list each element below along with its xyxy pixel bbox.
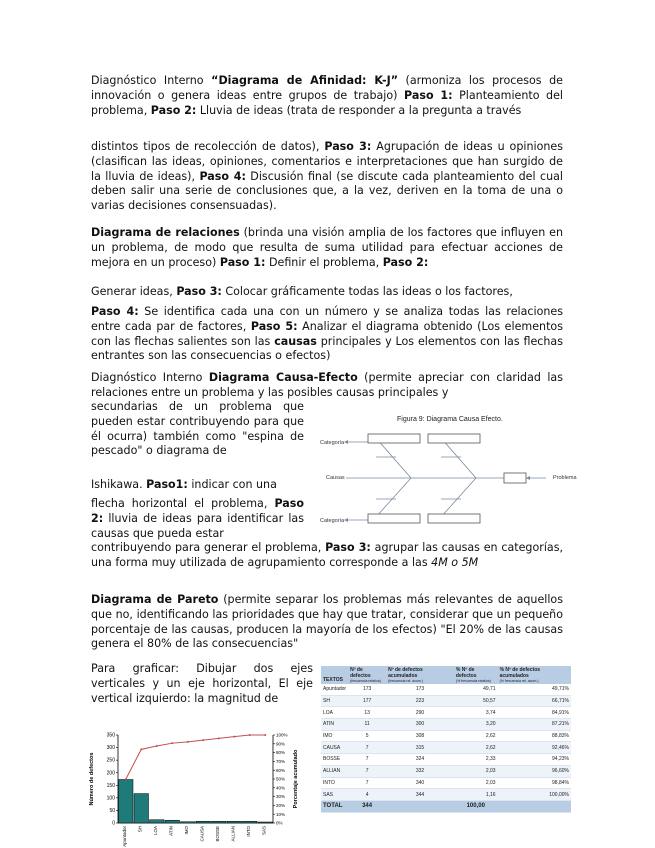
bone-top-2 <box>441 438 476 478</box>
y2-tick-label: 90% <box>276 741 286 747</box>
y2-tick-label: 0% <box>276 820 283 826</box>
table-cell: 2,03 <box>454 765 498 777</box>
x-tick-label: ALLIAN <box>230 826 236 842</box>
table-row <box>321 684 571 695</box>
table-row <box>321 719 571 731</box>
x-tick-label: ATIN <box>168 826 174 836</box>
cause-box-bottom-1 <box>368 514 420 523</box>
table-cell: 308 <box>386 730 454 742</box>
cumulative-point <box>140 748 142 750</box>
cumulative-point <box>187 741 189 743</box>
relaciones-paragraph-3: Paso 4: Se identifica cada una con un número y se analiza todas las relaciones entre cada par de factores, Paso 5: Analizar el diagrama obtenido (Los elementos con las flechas salientes son las causas principales y Los elementos con las flechas entrantes son las consecuencias o efectos) <box>91 305 564 363</box>
table-cell: 66,71% <box>498 695 571 707</box>
y2-tick-label: 60% <box>276 767 286 773</box>
table-row <box>321 777 571 789</box>
table-cell: 96,60% <box>498 765 571 777</box>
bar-bosse <box>212 821 227 823</box>
problema-label: Problema <box>553 475 577 481</box>
arrow-head-problem-icon <box>526 476 530 480</box>
cumulative-point <box>249 734 251 736</box>
table-header-row <box>321 666 571 684</box>
x-tick-label: INTO <box>245 826 251 837</box>
table-cell: 7 <box>348 765 386 777</box>
y-tick-label: 50 <box>109 808 115 815</box>
col-header: % Nº de defectos acumulados (% frecuencia rel. acum.) <box>498 666 571 684</box>
problem-box <box>504 473 526 483</box>
y2-tick-label: 10% <box>276 811 286 817</box>
cumulative-point <box>218 737 220 739</box>
table-cell: 1,16 <box>454 789 498 801</box>
cumulative-point <box>233 736 235 738</box>
col-header: Nº de defectos acumulados (frecuencia rel. acum.) <box>386 666 454 684</box>
table-cell: 223 <box>386 695 454 707</box>
col-header: Nº de defectos (frecuencia relativa) <box>348 666 386 684</box>
table-cell: 2,03 <box>454 777 498 789</box>
total-empty <box>386 800 454 812</box>
fishbone-diagram <box>316 425 566 530</box>
x-tick-label: IMO <box>183 826 189 835</box>
arrow-head-bottom-icon <box>344 518 348 522</box>
total-pct: 100,00 <box>454 800 498 812</box>
table-cell: 3,20 <box>454 719 498 731</box>
table-cell: ALLIAN <box>321 765 348 777</box>
table-cell: 2,62 <box>454 730 498 742</box>
y-tick-label: 250 <box>106 757 115 764</box>
table-cell: 290 <box>386 707 454 719</box>
cause-box-bottom-2 <box>428 514 480 523</box>
total-empty <box>498 800 571 812</box>
x-tick-label: SH <box>137 826 143 833</box>
cumulative-point <box>202 739 204 741</box>
table-cell: 92,46% <box>498 742 571 754</box>
cumulative-point <box>171 742 173 744</box>
y2-tick-label: 50% <box>276 776 286 782</box>
table-cell: 7 <box>348 742 386 754</box>
category-label-top: Categoría <box>320 440 345 446</box>
cumulative-point <box>264 734 266 736</box>
y-tick-label: 350 <box>106 732 115 739</box>
causa-paragraph-4: flecha horizontal el problema, Paso 2: lluvia de ideas para identificar las causas que pueda estar <box>91 497 304 540</box>
bar-allian <box>227 821 242 823</box>
relaciones-paragraph-1: Diagrama de relaciones (brinda una visión amplia de los factores que influyen en un problema, de modo que resulta de suma utilidad para efectuar acciones de mejora en un proceso) Paso 1: Definir el problema, Paso 2: <box>91 226 563 269</box>
table-cell: 3,74 <box>454 707 498 719</box>
table-cell: BOSSE <box>321 754 348 766</box>
table-cell: 173 <box>386 684 454 695</box>
table-cell: CAUSA <box>321 742 348 754</box>
y2-tick-label: 70% <box>276 759 286 764</box>
afinidad-paragraph-1: Diagnóstico Interno “Diagrama de Afinidad: K-J” (armoniza los procesos de innovación o genera ideas entre grupos de trabajo) Paso 1: Planteamiento del problema, Paso 2: Lluvia de ideas (trata de responder a la pregunta a través <box>91 74 564 117</box>
col-header: % Nº de defectos (% frecuencia relativa) <box>454 666 498 684</box>
y2-tick-label: 80% <box>276 750 286 756</box>
table-cell: 4 <box>348 789 386 801</box>
table-cell: 13 <box>348 707 386 719</box>
y2-axis-title: Porcentaje acumulado <box>293 749 299 809</box>
table-cell: 84,91% <box>498 707 571 719</box>
table-row <box>321 730 571 742</box>
table-cell: 11 <box>348 719 386 731</box>
table-cell: 7 <box>348 777 386 789</box>
cause-box-top-1 <box>368 434 420 443</box>
bar-atin <box>165 820 180 823</box>
x-tick-label: LOA <box>152 826 158 836</box>
table-row <box>321 695 571 707</box>
total-count: 344 <box>348 800 386 812</box>
causa-paragraph-1: Diagnóstico Interno Diagrama Causa-Efecto (permite apreciar con claridad las relaciones entre un problema y las posibles causas principales y <box>91 371 563 399</box>
table-cell: 2,62 <box>454 742 498 754</box>
causas-label: Causas <box>326 475 345 481</box>
bar-loa <box>150 820 165 823</box>
table-row <box>321 789 571 801</box>
table-cell: 315 <box>386 742 454 754</box>
bar-into <box>243 821 258 823</box>
y-axis-title: Número de defectos <box>89 752 95 806</box>
causa-paragraph-2: secundarias de un problema que pueden estar contribuyendo para que él ocurra) también como "espina de pescado" o diagrama de <box>91 400 304 458</box>
table-cell: INTO <box>321 777 348 789</box>
y2-tick-label: 30% <box>276 794 286 800</box>
y2-tick-label: 20% <box>276 803 286 808</box>
cumulative-line <box>126 735 266 779</box>
total-label: TOTAL <box>321 800 348 812</box>
table-cell: LOA <box>321 707 348 719</box>
table-cell: 49,71 <box>454 684 498 695</box>
table-cell: 173 <box>348 684 386 695</box>
y-tick-label: 200 <box>106 770 115 777</box>
y2-tick-label: 100% <box>276 732 288 738</box>
table-cell: 332 <box>386 765 454 777</box>
bar-causa <box>196 821 211 823</box>
table-cell: 324 <box>386 754 454 766</box>
cumulative-point <box>156 745 158 747</box>
col-header: TEXTOS <box>321 666 348 684</box>
x-tick-label: CAUSA <box>199 826 205 842</box>
arrow-head-top-icon <box>344 440 348 444</box>
table-cell: 100,00% <box>498 789 571 801</box>
y-tick-label: 0 <box>112 820 115 827</box>
x-tick-label: BOSSE <box>214 826 220 842</box>
figure-title: Figura 9: Diagrama Causa Efecto. <box>397 416 503 423</box>
cumulative-point <box>125 778 127 780</box>
y-tick-label: 100 <box>106 795 115 802</box>
table-cell: 5 <box>348 730 386 742</box>
table-cell: 7 <box>348 754 386 766</box>
pareto-paragraph-1: Diagrama de Pareto (permite separar los problemas más relevantes de aquellos que no, identificando las prioridades que hay que tratar, considerar que un pequeño porcentaje de las causas, producen la mayoría de los efectos) "El 20% de las causas genera el 80% de las consecuencias" <box>91 593 563 651</box>
bar-sh <box>134 794 149 823</box>
table-cell: 344 <box>386 789 454 801</box>
bar-apuntador <box>119 780 134 823</box>
x-tick-label: Apuntador <box>121 826 127 847</box>
table-cell: 177 <box>348 695 386 707</box>
table-cell: 94,23% <box>498 754 571 766</box>
causa-paragraph-5: contribuyendo para generar el problema, Paso 3: agrupar las causas en categorías, una forma muy utilizada de agrupamiento corresponde a las 4M o 5M <box>91 541 564 569</box>
table-cell: 2,33 <box>454 754 498 766</box>
table-cell: Apuntador <box>321 684 348 695</box>
x-tick-label: SAS <box>261 826 267 836</box>
table-cell: ATIN <box>321 719 348 731</box>
table-cell: 98,84% <box>498 777 571 789</box>
table-cell: 340 <box>386 777 454 789</box>
bar-imo <box>181 822 196 823</box>
table-cell: SAS <box>321 789 348 801</box>
y-tick-label: 150 <box>106 782 115 789</box>
table-cell: IMO <box>321 730 348 742</box>
table-row <box>321 707 571 719</box>
afinidad-paragraph-2: distintos tipos de recolección de datos), Paso 3: Agrupación de ideas u opiniones (clasifican las ideas, opiniones, comentarios e interpretaciones que han surgido de la lluvia de ideas), Paso 4: Discusión final (se discute cada planteamiento del cual deben salir una serie de conclusiones que, a la vez, deriven en la toma de una o varias decisiones consensuadas). <box>91 140 563 213</box>
y-tick-label: 300 <box>106 745 115 752</box>
table-cell: SH <box>321 695 348 707</box>
table-row <box>321 765 571 777</box>
bone-bottom-2 <box>441 478 476 517</box>
table-cell: 87,21% <box>498 719 571 731</box>
pareto-table <box>321 666 571 813</box>
table-cell: 50,57 <box>454 695 498 707</box>
bone-bottom-1 <box>376 478 411 517</box>
category-label-bottom: Categoría <box>320 518 345 524</box>
table-row <box>321 742 571 754</box>
cause-box-top-2 <box>428 434 480 443</box>
table-cell: 300 <box>386 719 454 731</box>
bar-sas <box>258 822 273 823</box>
table-total-row <box>321 800 571 812</box>
bone-top-1 <box>376 438 411 478</box>
y2-tick-label: 40% <box>276 785 286 791</box>
table-cell: 88,83% <box>498 730 571 742</box>
pareto-chart <box>85 727 303 848</box>
table-row <box>321 754 571 766</box>
pareto-paragraph-2: Para graficar: Dibujar dos ejes verticales y un eje horizontal, El eje vertical izquierdo: la magnitud de <box>91 662 313 705</box>
table-cell: 49,71% <box>498 684 571 695</box>
causa-paragraph-3: Ishikawa. Paso1: indicar con una <box>91 478 277 491</box>
relaciones-paragraph-2: Generar ideas, Paso 3: Colocar gráficamente todas las ideas o los factores, <box>91 285 513 298</box>
